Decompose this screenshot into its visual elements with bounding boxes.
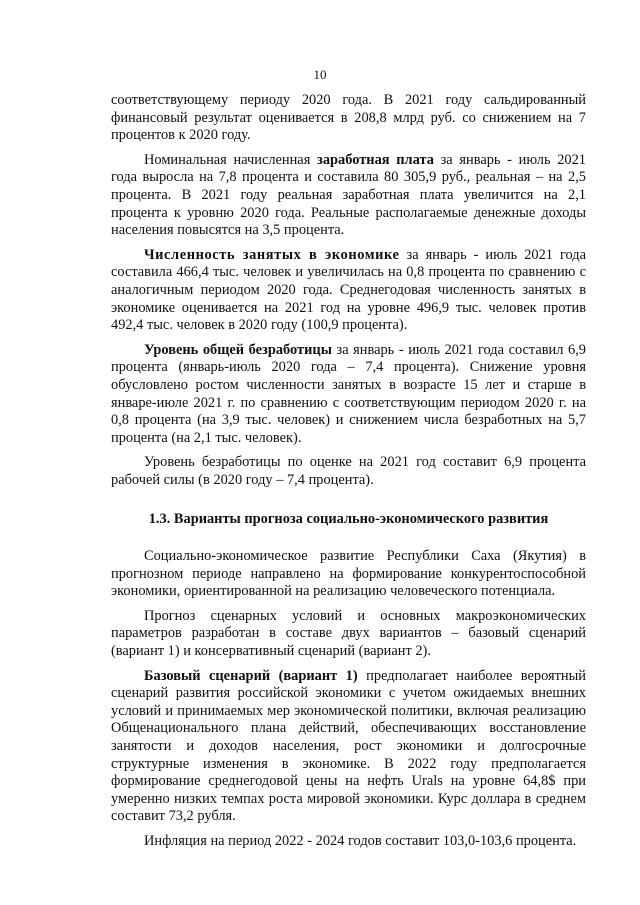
paragraph-unemployment-forecast: Уровень безработицы по оценке на 2021 год составит 6,9 процента рабочей силы (в 2020 году – 7,4 процента). [111, 454, 586, 488]
paragraph-development: Социально-экономическое развитие Республики Саха (Якутия) в прогнозном периоде направлено на формирование конкурентоспособной экономики, ориентированной на реализацию человеческого потенциала. [111, 548, 586, 600]
paragraph-employment-text: за январь - июль 2021 года составила 466,4 тыс. человек и увеличилась на 0,8 процента по сравнению с аналогичным периодом 2020 года. Среднегодовая численность занятых в экономике оценивается на 2021 год на уровне 496,9 тыс. человек против 492,4 тыс. человек в 2020 году (100,9 процента). [111, 246, 586, 334]
document-body [111, 92, 586, 858]
paragraph-unemployment [111, 342, 586, 448]
paragraph-base-scenario-text: предполагает наиболее вероятный сценарий развития российской экономики с учетом ожидаемых внешних условий и принимаемых мер экономической политики, включая реализацию Общенационального плана действий, обеспечивающих восстановление занятости и доходов населения, рост экономики и долгосрочные структурные изменения в экономике. В 2022 году предполагается формирование среднегодовой цены на нефть Urals на уровне 64,8$ при умеренно низких темпах роста мировой экономики. Курс доллара в среднем составит 73,2 рубля. [111, 667, 587, 825]
term-employment: Численность занятых в экономике [144, 246, 400, 263]
paragraph-unemployment-text: за январь - июль 2021 года составил 6,9 процента (январь-июль 2020 года – 7,4 процента). Снижение уровня обусловлено ростом численности занятых в возрасте 15 лет и старше в январе-июле 2021 г. по сравнению с соответствующим периодом 2020 г. на 0,8 процента (на 3,9 тыс. человек) и снижением числа безработных на 5,7 процента (на 2,1 тыс. человек). [111, 341, 587, 446]
term-wages: заработная плата [317, 151, 434, 168]
paragraph-employment [111, 247, 586, 335]
paragraph-wages [111, 152, 586, 240]
paragraph-financial-result: соответствующему периоду 2020 года. В 2021 году сальдированный финансовый результат оценивается в 208,8 млрд руб. со снижением на 7 процентов к 2020 году. [111, 92, 586, 144]
paragraph-wages-text: за январь - июль 2021 года выросла на 7,8 процента и составила 80 305,9 руб., реальная – на 2,5 процента. В 2021 году реальная заработная плата увеличится на 2,1 процента к уровню 2020 года. Реальные располагаемые денежные доходы населения повысятся на 3,5 процента. [111, 151, 586, 239]
paragraph-forecast-variants: Прогноз сценарных условий и основных макроэкономических параметров разработан в составе двух вариантов – базовый сценарий (вариант 1) и консервативный сценарий (вариант 2). [111, 607, 586, 660]
paragraph-base-scenario [111, 668, 586, 826]
section-heading: 1.3. Варианты прогноза социально-экономического развития [148, 511, 549, 528]
term-base-scenario: Базовый сценарий (вариант 1) [144, 667, 358, 684]
term-unemployment: Уровень общей безработицы [144, 341, 332, 358]
paragraph-wages-lead: Номинальная начисленная [144, 151, 318, 168]
paragraph-inflation: Инфляция на период 2022 - 2024 годов составит 103,0-103,6 процента. [144, 832, 577, 849]
page-number: 10 [313, 67, 327, 82]
